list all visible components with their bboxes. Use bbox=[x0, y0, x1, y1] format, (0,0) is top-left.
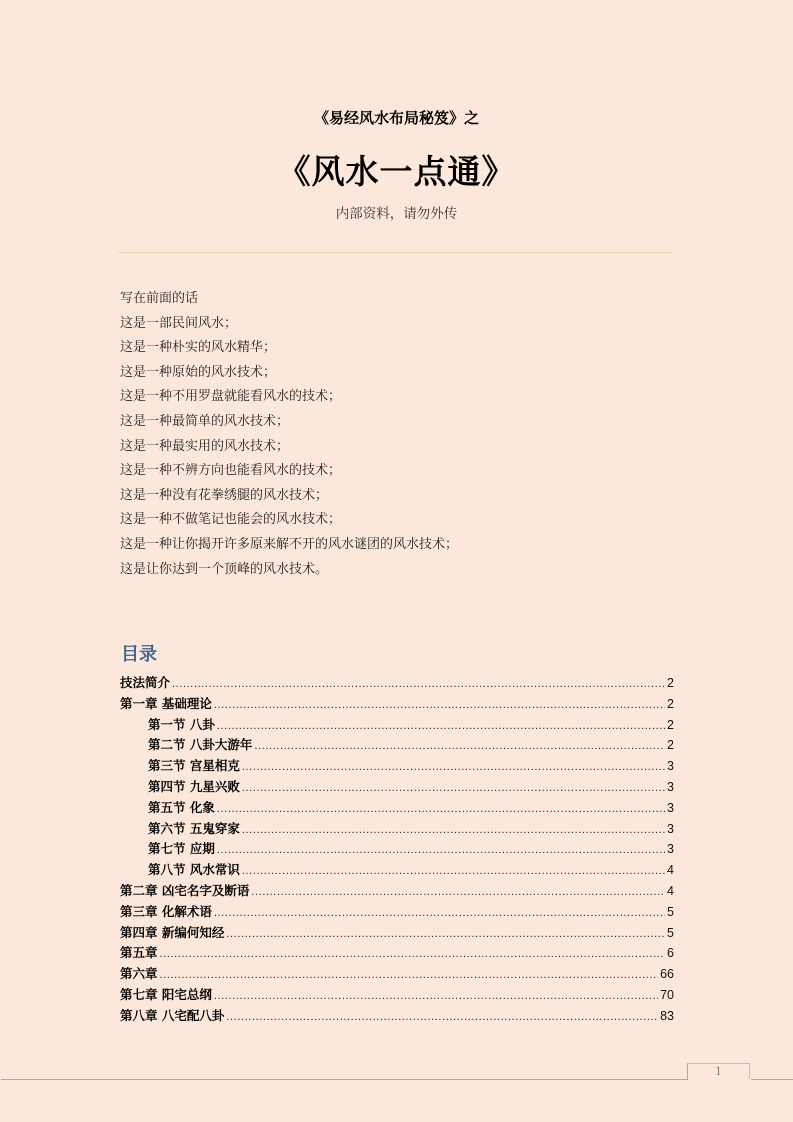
toc-leader-dots bbox=[254, 736, 665, 757]
intro-line: 这是一种最简单的风水技术； bbox=[120, 413, 290, 429]
toc-leader-dots bbox=[214, 986, 658, 1007]
toc-entry[interactable] bbox=[120, 715, 674, 736]
toc-entry[interactable] bbox=[120, 923, 674, 944]
toc-entry-page: 2 bbox=[667, 696, 674, 711]
intro-line: 这是一种让你揭开许多原来解不开的风水谜团的风水技术； bbox=[120, 536, 459, 552]
toc-entry-label: 第八节 风水常识 bbox=[148, 862, 240, 878]
toc-entry-page: 2 bbox=[667, 717, 674, 732]
toc-entry-page: 3 bbox=[667, 842, 674, 857]
toc-leader-dots bbox=[242, 757, 665, 778]
toc-leader-dots bbox=[251, 882, 665, 903]
intro-line: 这是一种原始的风水技术； bbox=[120, 364, 277, 380]
toc-entry-page: 5 bbox=[667, 904, 674, 919]
toc-entry-label: 第一章 基础理论 bbox=[120, 695, 212, 711]
toc-leader-dots bbox=[214, 903, 665, 924]
toc-leader-dots bbox=[160, 965, 659, 986]
intro-line: 这是让你达到一个顶峰的风水技术。 bbox=[120, 561, 329, 577]
toc-leader-dots bbox=[217, 716, 665, 737]
intro-line: 这是一种朴实的风水精华； bbox=[120, 340, 277, 356]
toc-entry-label: 第二节 八卦大游年 bbox=[148, 737, 253, 753]
toc-entry-label: 第七章 阳宅总纲 bbox=[120, 986, 212, 1002]
toc-leader-dots bbox=[160, 944, 666, 965]
toc-leader-dots bbox=[217, 799, 665, 820]
toc-entry[interactable] bbox=[120, 860, 674, 881]
toc-leader-dots bbox=[172, 674, 665, 695]
toc-entry-label: 第四节 九星兴败 bbox=[148, 778, 240, 794]
toc-entry-page: 2 bbox=[667, 738, 674, 753]
toc-entry[interactable] bbox=[120, 902, 674, 923]
toc-entry[interactable] bbox=[120, 881, 674, 902]
toc-entry-label: 第二章 凶宅名字及断语 bbox=[120, 882, 250, 898]
toc-entry[interactable] bbox=[120, 985, 674, 1006]
toc-entry-label: 第七节 应期 bbox=[148, 841, 215, 857]
toc-entry-label: 第六节 五鬼穿家 bbox=[148, 820, 240, 836]
toc-entry[interactable] bbox=[120, 673, 674, 694]
toc-leader-dots bbox=[217, 840, 665, 861]
toc-entry-page: 2 bbox=[667, 676, 674, 690]
toc-entry-label: 第一节 八卦 bbox=[148, 716, 215, 732]
toc-entry[interactable] bbox=[120, 964, 674, 985]
toc-leader-dots bbox=[242, 778, 665, 799]
toc-entry[interactable] bbox=[120, 839, 674, 860]
footer-rule bbox=[1, 1079, 688, 1080]
toc-entry-label: 第五章 bbox=[120, 945, 158, 961]
toc-entry-page: 70 bbox=[660, 987, 674, 1002]
toc-entry-page: 3 bbox=[667, 800, 674, 815]
toc-entry-label: 第三章 化解术语 bbox=[120, 903, 212, 919]
header-divider bbox=[118, 252, 673, 253]
intro-line: 这是一部民间风水； bbox=[120, 315, 238, 331]
footer-rule bbox=[751, 1079, 793, 1080]
toc-entry-page: 4 bbox=[667, 863, 674, 878]
toc-entry[interactable] bbox=[120, 943, 674, 964]
intro-line: 这是一种不做笔记也能会的风水技术； bbox=[120, 512, 342, 528]
page-number: 1 bbox=[715, 1065, 722, 1078]
toc-entry-label: 技法简介 bbox=[120, 675, 171, 690]
toc-entry-page: 3 bbox=[667, 779, 674, 794]
toc-entry-page: 83 bbox=[660, 1008, 674, 1023]
toc-entry-page: 4 bbox=[667, 883, 674, 898]
table-of-contents bbox=[120, 673, 674, 1027]
toc-leader-dots bbox=[242, 861, 665, 882]
intro-line: 这是一种最实用的风水技术； bbox=[120, 438, 290, 454]
toc-entry[interactable] bbox=[120, 756, 674, 777]
toc-entry[interactable] bbox=[120, 798, 674, 819]
toc-entry-label: 第五节 化象 bbox=[148, 799, 215, 815]
toc-entry-label: 第八章 八宅配八卦 bbox=[120, 1007, 225, 1023]
toc-entry[interactable] bbox=[120, 819, 674, 840]
toc-entry-label: 第四章 新编何知经 bbox=[120, 924, 225, 940]
series-title: 《易经风水布局秘笈》之 bbox=[313, 109, 479, 127]
toc-leader-dots bbox=[226, 1007, 658, 1028]
page-number-tab bbox=[687, 1063, 750, 1079]
toc-entry-page: 66 bbox=[660, 967, 674, 982]
toc-entry-label: 第三节 宫星相克 bbox=[148, 758, 240, 774]
toc-entry-page: 6 bbox=[667, 946, 674, 961]
intro-line: 这是一种不用罗盘就能看风水的技术； bbox=[120, 389, 342, 405]
toc-leader-dots bbox=[226, 924, 665, 945]
toc-entry-label: 第六章 bbox=[120, 966, 158, 982]
toc-entry[interactable] bbox=[120, 777, 674, 798]
toc-entry-page: 3 bbox=[667, 759, 674, 774]
toc-leader-dots bbox=[214, 695, 665, 716]
intro-line: 这是一种不辨方向也能看风水的技术； bbox=[120, 463, 342, 479]
toc-entry[interactable] bbox=[120, 694, 674, 715]
intro-section bbox=[120, 287, 680, 582]
toc-entry[interactable] bbox=[120, 735, 674, 756]
intro-heading: 写在前面的话 bbox=[120, 291, 199, 306]
intro-line: 这是一种没有花拳绣腿的风水技术； bbox=[120, 487, 329, 503]
main-title: 《风水一点通》 bbox=[277, 152, 516, 191]
toc-entry-page: 5 bbox=[667, 925, 674, 940]
subtitle: 内部资料，请勿外传 bbox=[335, 206, 458, 222]
toc-heading: 目录 bbox=[121, 644, 157, 665]
toc-entry[interactable] bbox=[120, 1006, 674, 1027]
toc-leader-dots bbox=[242, 820, 665, 841]
toc-entry-page: 3 bbox=[667, 821, 674, 836]
